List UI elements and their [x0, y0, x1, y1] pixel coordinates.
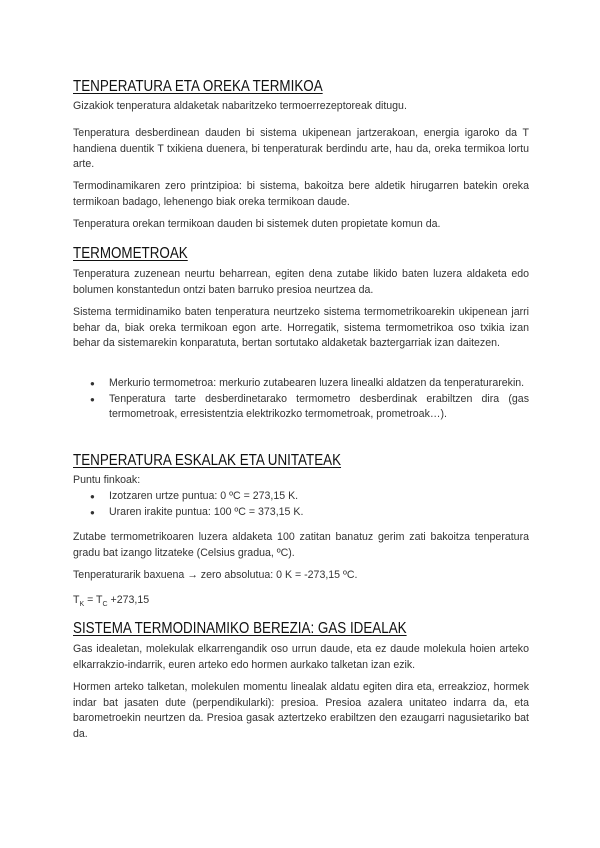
- fixed-points-list: [73, 489, 529, 520]
- paragraph: Tenperatura orekan termikoan dauden bi sistemek duten propietate komun da.: [73, 218, 441, 230]
- paragraph: Puntu finkoak:: [73, 474, 141, 486]
- paragraph: Sistema termidinamiko baten tenperatura neurtzeko sistema termometrikoarekin ukipenean jarri behar da, biak oreka termikoan egon arte. Horregatik, sistema termometrikoa oso txikia izan behar da sistemarekin konparatuta, bertan sortutako aldaketak baztergarriak izan daitezen.: [73, 306, 529, 349]
- formula-rest: +273,15: [107, 594, 150, 606]
- section-title-thermometers: TERMOMETROAK: [73, 245, 188, 262]
- section-title-thermal-equilibrium: TENPERATURA ETA OREKA TERMIKOA: [73, 78, 323, 95]
- formula-sub-k: K: [79, 601, 85, 609]
- paragraph: Gas idealetan, molekulak elkarrengandik oso urrun daude, eta ez daude molekula hoien arteko elkarrakzio-indarrik, euren arteko edo hormen aurkako talketan izan ezik.: [73, 643, 529, 671]
- thermometer-list: [73, 376, 529, 423]
- list-item: ● Uraren irakite puntua: 100 ºC = 373,15 K.: [73, 505, 529, 521]
- section-title-ideal-gases: SISTEMA TERMODINAMIKO BEREZIA: GAS IDEALAK: [73, 620, 407, 637]
- paragraph: Gizakiok tenperatura aldaketak nabaritzeko termoerrezeptoreak ditugu.: [73, 100, 407, 112]
- paragraph: Termodinamikaren zero printzipioa: bi sistema, bakoitza bere aldetik hirugarren batekin oreka termikoan badago, lehenengo biak oreka termikoan daude.: [73, 180, 529, 208]
- paragraph: Tenperatura desberdinean dauden bi sistema ukipenean jartzerakoan, energia igaroko da T handiena duentik T txikiena duenera, bi tenperaturak berdindu arte, hau da, oreka termikoa lortu arte.: [73, 127, 529, 170]
- section-title-temperature-scales: TENPERATURA ESKALAK ETA UNITATEAK: [73, 452, 342, 469]
- list-item: ● Tenperatura tarte desberdinetarako termometro desberdinak erabiltzen dira (gas termometroak, erresistentzia elektrikozko termometroak, prometroak…).: [73, 392, 529, 423]
- paragraph: Hormen arteko talketan, molekulen momentu linealak aldatu egiten dira eta, erreakzioz, hormek indar bat jasaten dute (perpendikularki): presioa. Presioa azalera unitateo indarra da, eta barometroekin neurtzen da. Presioa gasak aztertzeko erabiltzen den ezaugarri nagusietariko bat da.: [73, 681, 529, 740]
- formula-sub-c: C: [102, 601, 108, 609]
- paragraph: Zutabe termometrikoaren luzera aldaketa 100 zatitan banatuz gerim zati bakoitza tenperatura gradu bat izango litzateke (Celsius gradua, ºC).: [73, 531, 529, 559]
- paragraph: Tenperatura zuzenean neurtu beharrean, egiten dena zutabe likido baten luzera aldaketa edo bolumen konstantedun ontzi baten barruko presioa neurtzea da.: [73, 268, 529, 296]
- list-item: ● Merkurio termometroa: merkurio zutabearen luzera linealki aldatzen da tenperaturarekin.: [73, 376, 529, 392]
- list-item: ● Izotzaren urtze puntua: 0 ºC = 273,15 K.: [73, 489, 529, 505]
- formula-t: T: [73, 594, 80, 606]
- formula-eq: = T: [84, 594, 103, 606]
- paragraph: Tenperaturarik baxuena → zero absolutua: 0 K = -273,15 ºC.: [73, 569, 358, 581]
- kelvin-formula: [73, 593, 529, 609]
